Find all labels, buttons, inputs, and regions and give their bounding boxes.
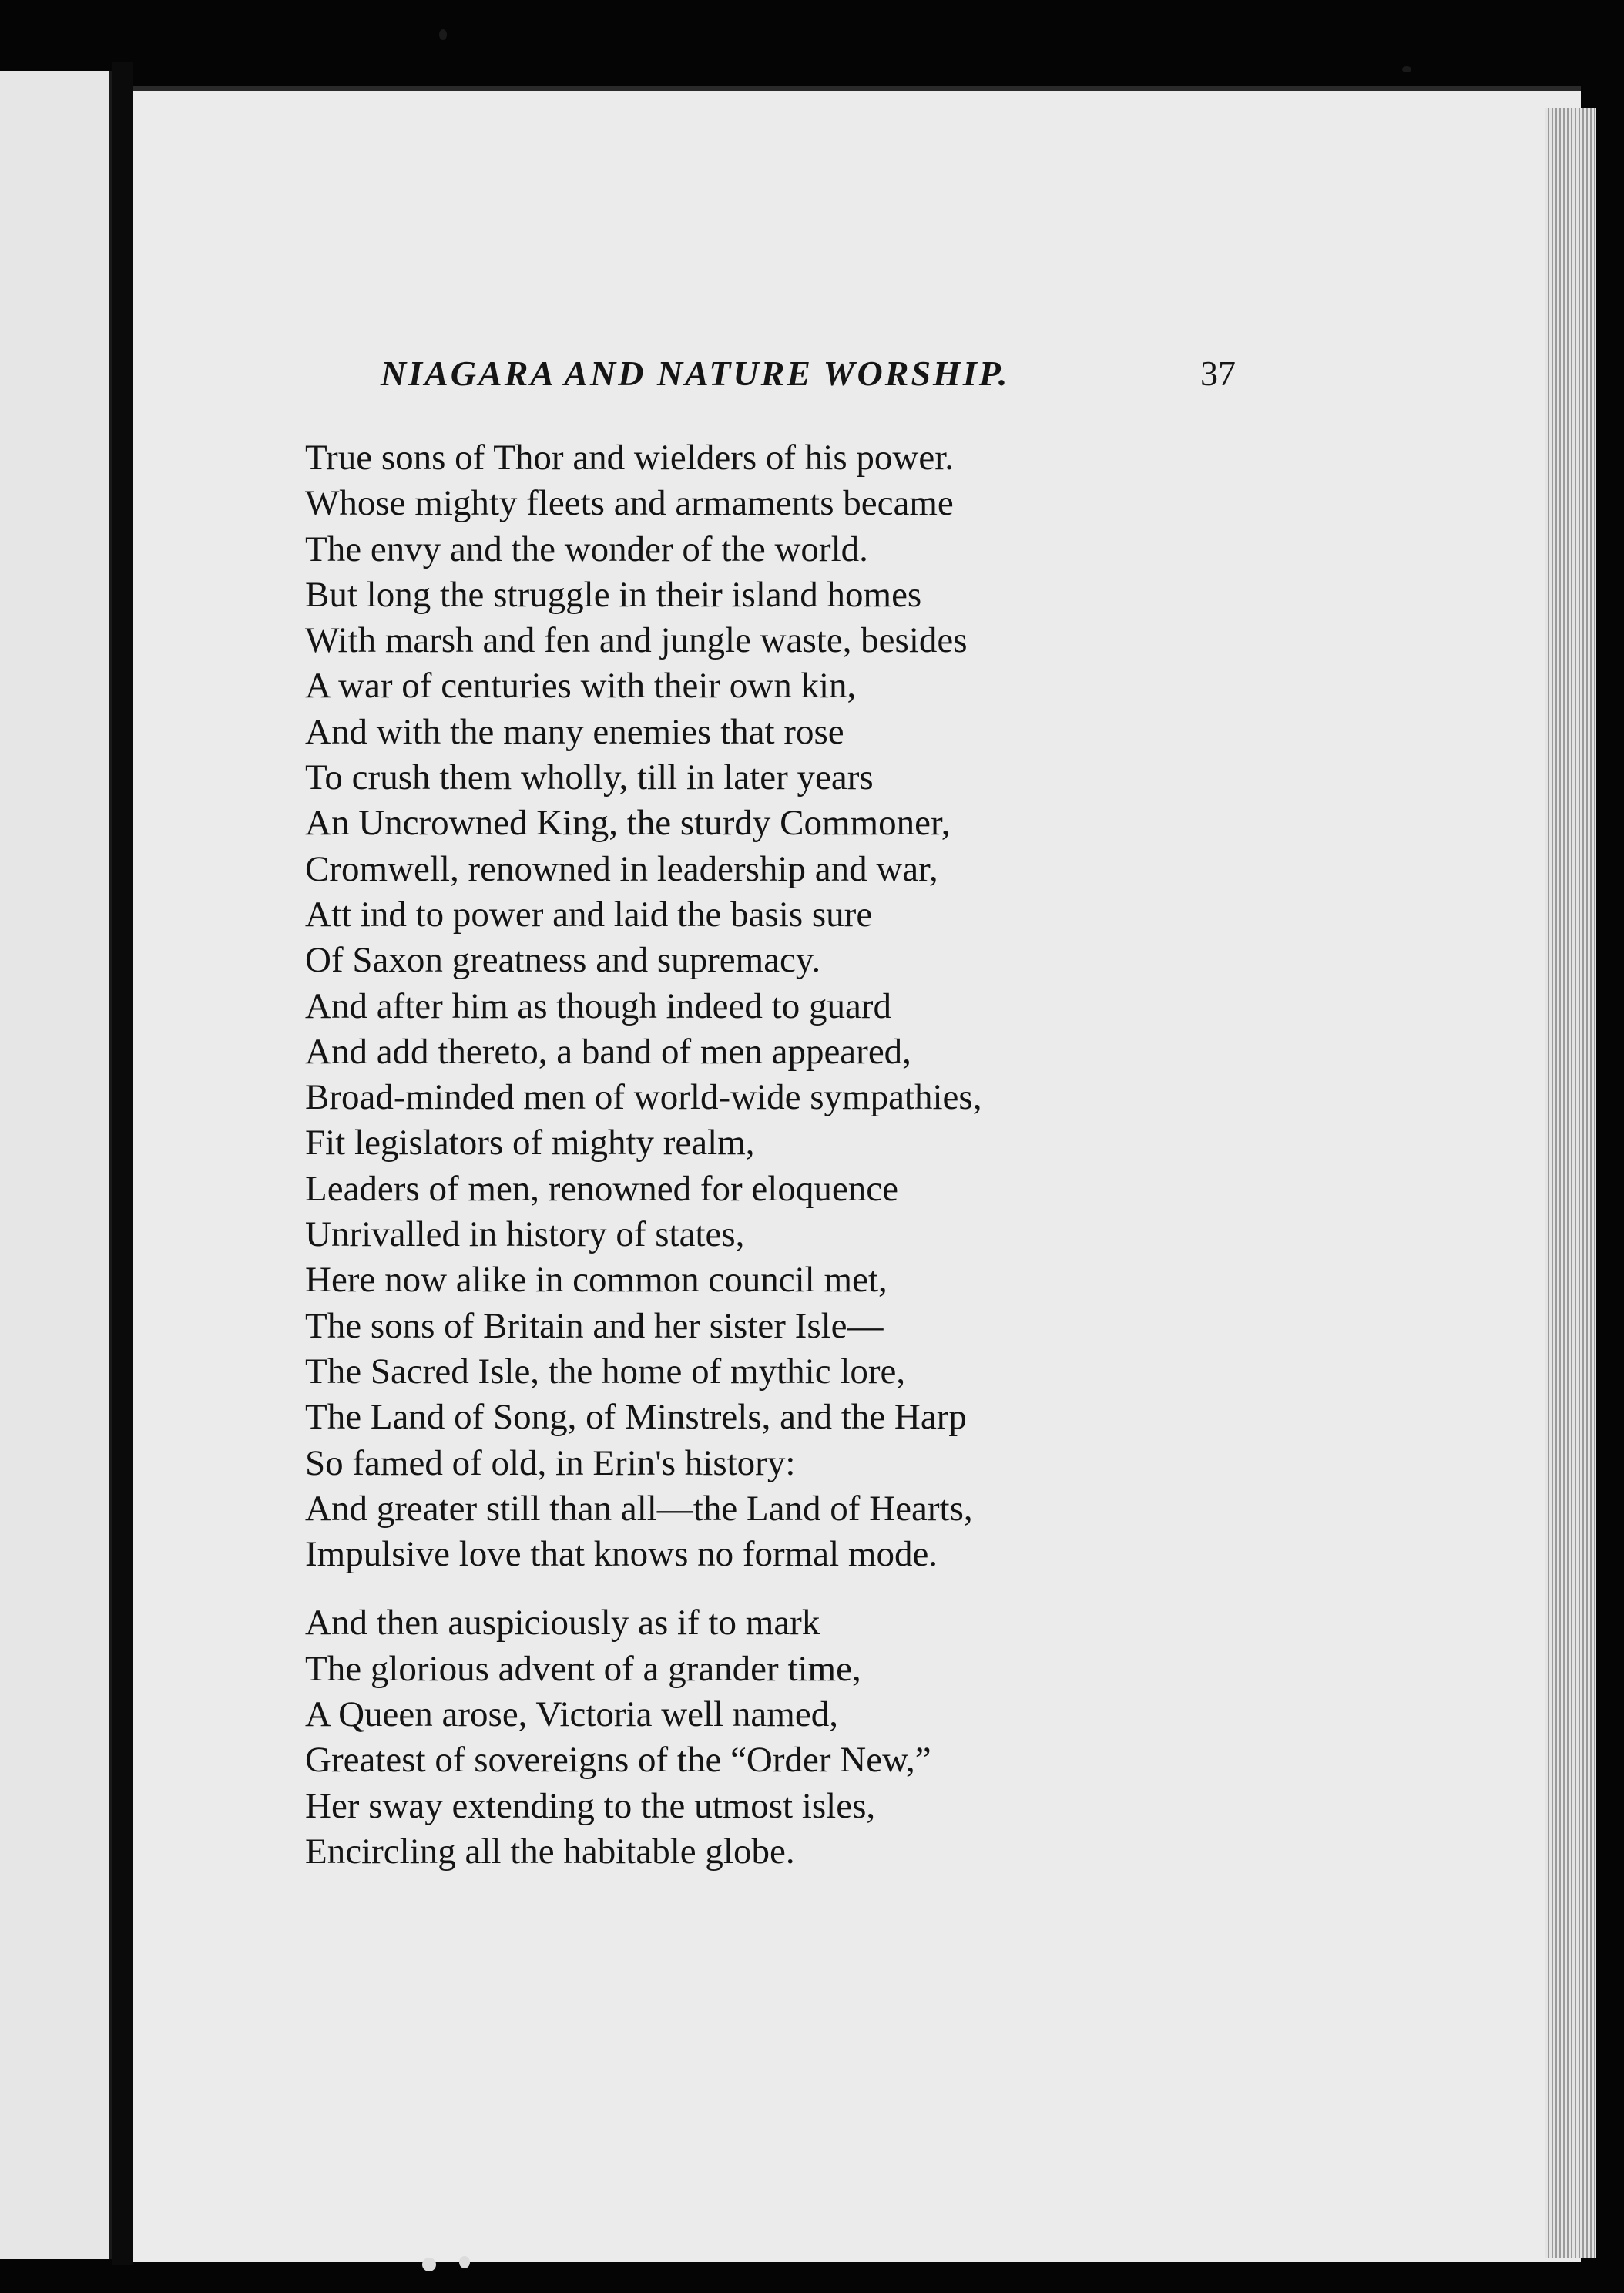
poem-line: True sons of Thor and wielders of his power. [305,438,955,478]
poem-line: The glorious advent of a grander time, [305,1648,861,1689]
poem-line: To crush them wholly, till in later years [305,757,874,798]
poem-line: Of Saxon greatness and supremacy. [305,940,821,981]
poem-line: The envy and the wonder of the world. [305,529,868,569]
poem-line: Here now alike in common council met, [305,1260,887,1301]
poem-line: The sons of Britain and her sister Isle— [305,1305,884,1346]
poem-line: And with the many enemies that rose [305,711,844,752]
poem-line: A war of centuries with their own kin, [305,666,857,707]
running-title: NIAGARA AND NATURE WORSHIP. [381,354,1010,393]
poem-line: Cromwell, renowned in leadership and war, [305,848,938,889]
poem-line: Fit legislators of mighty realm, [305,1123,755,1163]
poem-line: Whose mighty fleets and armaments became [305,483,954,524]
poem-line: And greater still than all—the Land of Hearts, [305,1488,973,1529]
poem-line: An Uncrowned King, the sturdy Commoner, [305,803,951,844]
stanza-1 [305,435,1160,1577]
poem-line: And after him as though indeed to guard [305,985,891,1026]
poem-line: Impulsive love that knows no formal mode. [305,1534,938,1575]
poem-line: Unrivalled in history of states, [305,1214,745,1255]
poem-line: A Queen arose, Victoria well named, [305,1694,838,1735]
stanza-2 [305,1600,1160,1875]
poem-line: Att ind to power and laid the basis sure [305,894,873,935]
poem-line: With marsh and fen and jungle waste, besides [305,620,968,661]
poem-line: The Land of Song, of Minstrels, and the Harp [305,1397,967,1438]
dust-speck [1402,66,1411,72]
poem-line: Leaders of men, renowned for eloquence [305,1168,898,1209]
poem-text [305,435,1160,1898]
dust-speck [439,29,447,40]
page-number: 37 [1200,354,1236,393]
book-gutter [112,62,133,2265]
poem-line: And then auspiciously as if to mark [305,1603,820,1643]
poem-line: Her sway extending to the utmost isles, [305,1785,876,1826]
poem-line: The Sacred Isle, the home of mythic lore, [305,1351,906,1392]
left-page-edge [0,71,112,2259]
running-header [381,347,1259,401]
dust-speck [422,2258,436,2271]
poem-line: Encircling all the habitable globe. [305,1831,795,1872]
poem-line: Broad-minded men of world-wide sympathies, [305,1077,982,1118]
poem-line: Greatest of sovereigns of the “Order New,” [305,1740,931,1781]
poem-line: But long the struggle in their island homes [305,574,922,615]
page-edge-stack [1545,108,1596,2258]
poem-line: And add thereto, a band of men appeared, [305,1031,911,1072]
dust-speck [459,2256,470,2268]
poem-line: So famed of old, in Erin's history: [305,1442,796,1483]
